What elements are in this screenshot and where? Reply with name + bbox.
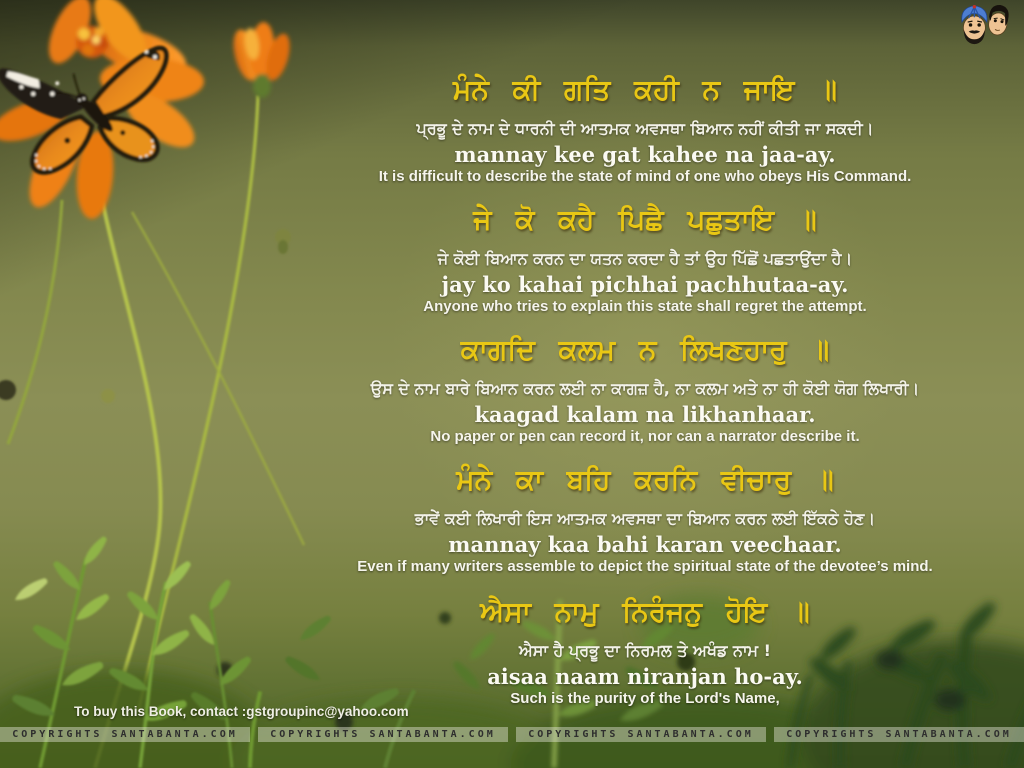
- punjabi-meaning: ਪ੍ਰਭੂ ਦੇ ਨਾਮ ਦੇ ਧਾਰਨੀ ਦੀ ਆਤਮਕ ਅਵਸਥਾ ਬਿਆਨ ਨਹੀਂ ਕੀਤੀ ਜਾ ਸਕਦੀ।: [416, 119, 874, 138]
- transliteration: aisaa naam niranjan ho-ay.: [487, 664, 803, 689]
- english-translation: Anyone who tries to explain this state shall regret the attempt.: [423, 298, 867, 315]
- santabanta-logo: [954, 1, 1012, 47]
- gurmukhi-verse: ਐਸਾ ਨਾਮੁ ਨਿਰੰਜਨੁ ਹੋਇ ॥: [480, 595, 810, 628]
- santabanta-faces-icon: [954, 1, 1012, 47]
- english-translation: It is difficult to describe the state of mind of one who obeys His Command.: [378, 168, 912, 185]
- stanza-3: [250, 334, 1024, 446]
- contact-note: To buy this Book, contact :gstgroupinc@yahoo.com: [74, 704, 409, 719]
- punjabi-meaning: ਐਸਾ ਹੈ ਪ੍ਰਭੂ ਦਾ ਨਿਰਮਲ ਤੇ ਅਖੰਡ ਨਾਮ !: [519, 641, 771, 660]
- gurmukhi-verse: ਮੰਨੇ ਕਾ ਬਹਿ ਕਰਨਿ ਵੀਚਾਰੁ ॥: [456, 463, 834, 496]
- banta-face: [987, 4, 1010, 37]
- english-translation: Such is the purity of the Lord's Name,: [510, 690, 780, 707]
- transliteration: mannay kaa bahi karan veechaar.: [448, 532, 842, 557]
- watermark-text: COPYRIGHTS SANTABANTA.COM: [516, 727, 766, 742]
- transliteration: jay ko kahai pichhai pachhutaa-ay.: [441, 272, 849, 297]
- transliteration: mannay kee gat kahee na jaa-ay.: [454, 142, 836, 167]
- stanza-1: [250, 74, 1024, 186]
- punjabi-meaning: ਜੇ ਕੋਈ ਬਿਆਨ ਕਰਨ ਦਾ ਯਤਨ ਕਰਦਾ ਹੈ ਤਾਂ ਉਹ ਪਿੱਛੋਂ ਪਛਤਾਉਂਦਾ ਹੈ।: [437, 249, 853, 268]
- punjabi-meaning: ਭਾਵੇਂ ਕਈ ਲਿਖਾਰੀ ਇਸ ਆਤਮਕ ਅਵਸਥਾ ਦਾ ਬਿਆਨ ਕਰਨ ਲਈ ਇੱਕਠੇ ਹੋਣ।: [414, 509, 876, 528]
- watermark-band: [0, 727, 1024, 742]
- punjabi-meaning: ਉਸ ਦੇ ਨਾਮ ਬਾਰੇ ਬਿਆਨ ਕਰਨ ਲਈ ਨਾ ਕਾਗਜ਼ ਹੈ, ਨਾ ਕਲਮ ਅਤੇ ਨਾ ਹੀ ਕੋਈ ਯੋਗ ਲਿਖਾਰੀ।: [370, 379, 920, 398]
- english-translation: Even if many writers assemble to depict the spiritual state of the devotee’s mind.: [357, 558, 933, 575]
- transliteration: kaagad kalam na likhanhaar.: [474, 402, 816, 427]
- gurmukhi-verse: ਮੰਨੇ ਕੀ ਗਤਿ ਕਹੀ ਨ ਜਾਇ ॥: [452, 73, 838, 106]
- stanza-5: [250, 596, 1024, 708]
- stanza-2: [250, 204, 1024, 316]
- watermark-text: COPYRIGHTS SANTABANTA.COM: [258, 727, 508, 742]
- santa-face: [962, 5, 987, 44]
- stanza-4: [250, 464, 1024, 576]
- english-translation: No paper or pen can record it, nor can a narrator describe it.: [430, 428, 860, 445]
- gurmukhi-verse: ਕਾਗਦਿ ਕਲਮ ਨ ਲਿਖਣਹਾਰੁ ॥: [460, 333, 830, 366]
- watermark-text: COPYRIGHTS SANTABANTA.COM: [774, 727, 1024, 742]
- gurmukhi-verse: ਜੇ ਕੋ ਕਹੈ ਪਿਛੈ ਪਛੁਤਾਇ ॥: [473, 203, 817, 236]
- watermark-text: COPYRIGHTS SANTABANTA.COM: [0, 727, 250, 742]
